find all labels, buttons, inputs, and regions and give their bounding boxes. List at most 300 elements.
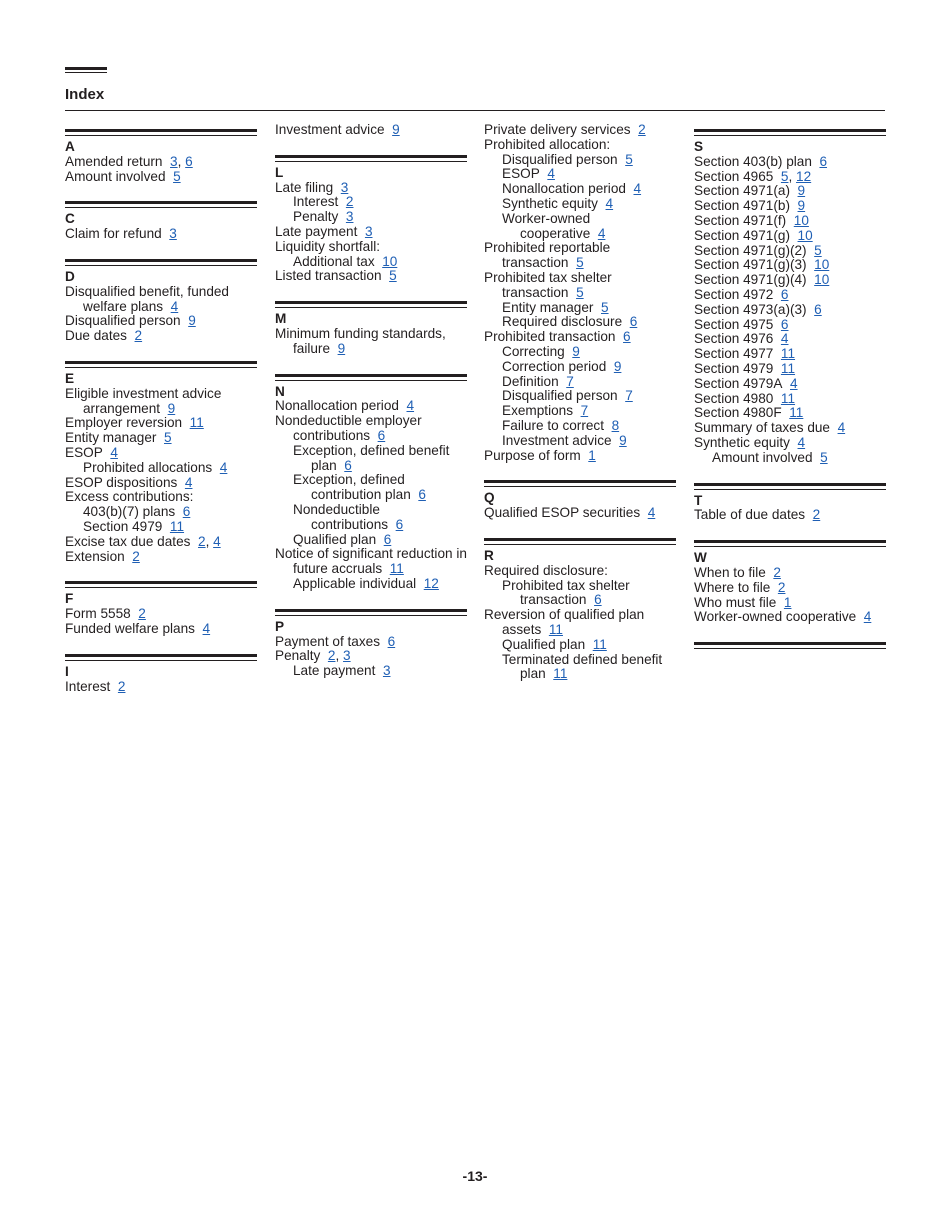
index-entry	[484, 345, 676, 360]
page-link[interactable]: 4	[213, 533, 221, 549]
index-entry: Section 4965 5, 12	[694, 168, 812, 184]
section-rule	[65, 361, 257, 368]
page-link[interactable]: 7	[580, 403, 589, 419]
page-link[interactable]: 6	[387, 633, 396, 649]
section-letter: L	[275, 164, 284, 180]
page-link[interactable]: 6	[182, 504, 191, 520]
entry-term: Synthetic equity	[694, 434, 790, 450]
page-link[interactable]: 4	[184, 474, 193, 490]
entry-term: Extension	[65, 548, 125, 564]
index-entry	[694, 214, 886, 229]
title-rule	[65, 110, 885, 111]
page-link[interactable]: 2	[198, 533, 206, 549]
entry-term: Payment of taxes	[275, 633, 381, 649]
index-entry	[65, 622, 257, 637]
entry-term: Interest	[65, 678, 111, 694]
index-entry	[484, 375, 676, 390]
index-section	[484, 123, 676, 463]
page-link[interactable]: 6	[418, 487, 426, 503]
page-link[interactable]: 7	[625, 388, 633, 404]
index-section	[65, 361, 257, 564]
index-section	[275, 155, 467, 284]
page-link[interactable]: 6	[814, 301, 822, 317]
index-entry	[484, 123, 676, 138]
page-link[interactable]: 5	[576, 255, 584, 271]
index-entry	[694, 596, 886, 611]
index-entry	[694, 229, 886, 244]
entry-term: Section 4971(a)	[694, 183, 790, 199]
page-link[interactable]: 11	[780, 346, 796, 362]
title-bar-rule	[65, 67, 107, 73]
entry-term: Prohibited tax shelter transaction	[484, 269, 612, 300]
entry-term: Qualified plan	[502, 636, 586, 652]
index-entry	[65, 329, 257, 344]
entry-term: Section 4971(g)(3)	[694, 257, 807, 273]
page-link[interactable]: 11	[553, 666, 568, 682]
section-rule	[275, 301, 467, 308]
index-section	[694, 129, 886, 466]
entry-term: Disqualified person	[502, 151, 618, 167]
index-entry	[65, 416, 257, 431]
entry-term: Table of due dates	[694, 507, 806, 523]
page-link[interactable]: 11	[389, 561, 404, 577]
index-entry	[694, 318, 886, 333]
index-entry	[484, 449, 676, 464]
index-entry	[65, 431, 257, 446]
section-letter: R	[484, 547, 494, 563]
section-letter: P	[275, 618, 285, 634]
index-entry: Amended return 3, 6	[65, 153, 193, 169]
index-section	[275, 609, 467, 679]
page-link[interactable]: 3	[364, 223, 373, 239]
entry-term: Required disclosure:	[484, 562, 608, 578]
page-link[interactable]: 6	[780, 316, 789, 332]
entry-term: Required disclosure	[502, 314, 623, 330]
entry-term: Claim for refund	[65, 226, 162, 242]
index-section	[484, 538, 676, 682]
entry-term: Worker-owned cooperative	[502, 210, 591, 241]
section-rule	[65, 201, 257, 208]
section-letter: W	[694, 550, 707, 566]
page-link[interactable]: 10	[382, 253, 398, 269]
page-link[interactable]: 6	[395, 516, 404, 532]
entry-term: Prohibited tax shelter transaction	[502, 577, 630, 608]
section-letter: D	[65, 268, 75, 284]
page-link[interactable]: 2	[812, 507, 821, 523]
index-entry	[694, 199, 886, 214]
section-letter: T	[694, 492, 703, 508]
entry-term: When to file	[694, 564, 766, 580]
index-entry	[65, 490, 257, 505]
section-letter: S	[694, 139, 704, 154]
entry-term: Penalty	[275, 648, 321, 664]
index-entry	[65, 505, 257, 520]
index-entry	[484, 608, 676, 638]
entry-term: Disqualified person	[65, 313, 181, 329]
page-link[interactable]: 11	[169, 518, 185, 534]
entry-term: Summary of taxes due	[694, 420, 830, 436]
index-entry	[65, 227, 257, 242]
section-letter: N	[275, 383, 285, 399]
page-link[interactable]: 10	[814, 272, 830, 288]
page-link[interactable]: 2	[327, 648, 336, 664]
index-entry	[484, 506, 676, 521]
index-entry	[65, 446, 257, 461]
index-entry	[484, 315, 676, 330]
section-rule	[275, 155, 467, 162]
entry-term: Section 403(b) plan	[694, 153, 812, 169]
entry-term: Worker-owned cooperative	[694, 609, 857, 625]
entry-term: Entity manager	[502, 299, 594, 315]
entry-term: Section 4971(f)	[694, 212, 787, 228]
index-entry	[275, 414, 467, 444]
index-entry	[694, 581, 886, 596]
index-entry	[484, 638, 676, 653]
page-link[interactable]: 2	[638, 122, 646, 137]
index-section	[275, 374, 467, 592]
entry-term: Employer reversion	[65, 415, 183, 431]
index-entry	[275, 255, 467, 270]
page-link[interactable]: 6	[623, 329, 631, 345]
entry-term: Section 4973(a)(3)	[694, 301, 807, 317]
index-entry	[275, 123, 467, 138]
section-rule	[65, 259, 257, 266]
index-entry	[484, 579, 676, 609]
entry-term: Section 4971(b)	[694, 198, 790, 214]
index-entry	[275, 444, 467, 474]
section-rule	[484, 480, 676, 487]
entry-term: Correction period	[502, 358, 607, 374]
page-link[interactable]: 4	[780, 331, 789, 347]
entry-term: Exemptions	[502, 403, 574, 419]
entry-term: Disqualified benefit, funded welfare plans	[65, 283, 229, 314]
page-link[interactable]: 4	[837, 420, 846, 436]
entry-term: ESOP dispositions	[65, 474, 178, 490]
page-link[interactable]: 6	[185, 153, 193, 169]
index-entry	[484, 389, 676, 404]
index-entry	[694, 184, 886, 199]
index-entry	[65, 607, 257, 622]
page-link[interactable]: 2	[117, 678, 126, 694]
page-link[interactable]: 11	[548, 621, 563, 637]
entry-term: Section 4979A	[694, 375, 783, 391]
index-entry	[275, 577, 467, 592]
entry-term: Where to file	[694, 579, 771, 595]
section-letter: E	[65, 370, 75, 386]
index-entry	[484, 653, 676, 683]
index-entry	[694, 288, 886, 303]
index-entry	[694, 392, 886, 407]
page-link[interactable]: 4	[406, 398, 415, 414]
entry-term: Nondeductible contributions	[293, 501, 389, 532]
page-link[interactable]: 6	[629, 314, 638, 330]
page-link[interactable]: 5	[389, 268, 397, 284]
entry-term: Correcting	[502, 343, 565, 359]
page-link[interactable]: 4	[597, 225, 606, 241]
index-entry	[694, 347, 886, 362]
index-entry	[275, 547, 467, 577]
page-link[interactable]: 10	[793, 212, 809, 228]
entry-term: Terminated defined benefit plan	[502, 651, 663, 682]
page-link[interactable]: 6	[377, 427, 386, 443]
page-link[interactable]: 1	[783, 594, 792, 610]
entry-term: Section 4965	[694, 168, 774, 184]
index-section	[65, 581, 257, 636]
page-link[interactable]: 6	[780, 286, 789, 302]
section-letter: F	[65, 591, 74, 607]
page-link[interactable]: 9	[392, 122, 400, 137]
page-link[interactable]: 5	[576, 284, 584, 300]
index-entry	[275, 533, 467, 548]
page-link[interactable]: 5	[601, 299, 609, 315]
page-link[interactable]: 2	[138, 606, 146, 622]
index-entry	[275, 225, 467, 240]
index-entry	[694, 155, 886, 170]
page-link[interactable]: 4	[863, 609, 872, 625]
section-rule	[275, 374, 467, 381]
index-section	[484, 480, 676, 521]
page-link[interactable]: 2	[777, 579, 786, 595]
entry-term: Nonallocation period	[502, 181, 626, 197]
page-link[interactable]: 9	[797, 183, 806, 199]
entry-term: 403(b)(7) plans	[83, 504, 176, 520]
entry-term: Section 4971(g)	[694, 227, 790, 243]
page-link[interactable]: 11	[780, 360, 796, 376]
section-rule	[484, 538, 676, 545]
index-entry	[484, 197, 676, 212]
index-entry	[275, 503, 467, 533]
entry-term: Due dates	[65, 328, 127, 344]
entry-term: Definition	[502, 373, 559, 389]
page-link[interactable]: 4	[110, 444, 118, 460]
page-link[interactable]: 11	[789, 405, 804, 421]
page-link[interactable]: 11	[592, 636, 607, 652]
page-link[interactable]: 12	[423, 575, 439, 591]
page-link[interactable]: 5	[780, 168, 789, 184]
entry-term: Private delivery services	[484, 122, 631, 137]
index-entry	[65, 387, 257, 417]
index-entry	[484, 404, 676, 419]
section-letter: M	[275, 311, 287, 327]
entry-term: Excise tax due dates	[65, 533, 191, 549]
index-entry	[65, 461, 257, 476]
page-link[interactable]: 9	[613, 358, 622, 374]
page-link[interactable]: 10	[797, 227, 813, 243]
page-link[interactable]: 5	[625, 151, 633, 167]
page-link[interactable]: 2	[773, 564, 781, 580]
index-entry	[275, 240, 467, 255]
entry-term: Prohibited allocation:	[484, 136, 611, 152]
index-entry	[694, 273, 886, 288]
index-entry	[484, 212, 676, 242]
page-link[interactable]: 7	[566, 373, 574, 389]
entry-term: Section 4972	[694, 286, 774, 302]
entry-term: Section 4976	[694, 331, 774, 347]
page-link[interactable]: 9	[337, 340, 346, 356]
page-link[interactable]: 2	[132, 548, 140, 564]
index-entry	[694, 451, 886, 466]
index-entry	[484, 360, 676, 375]
index-entry	[694, 406, 886, 421]
index-entry	[275, 635, 467, 650]
page-link[interactable]: 12	[796, 168, 812, 184]
index-entry	[275, 195, 467, 210]
page-link[interactable]: 4	[797, 434, 806, 450]
page-link[interactable]: 4	[219, 459, 228, 475]
entry-term: Section 4971(g)(2)	[694, 242, 807, 258]
page-link[interactable]: 4	[790, 375, 798, 391]
page-link[interactable]: 4	[633, 181, 642, 197]
index-entry	[275, 399, 467, 414]
entry-term: Disqualified person	[502, 388, 618, 404]
page-link[interactable]: 11	[189, 415, 204, 431]
index-entry	[484, 153, 676, 168]
page-link[interactable]: 9	[797, 198, 806, 214]
entry-term: Minimum funding standards, failure	[275, 325, 446, 356]
page-link[interactable]: 5	[820, 449, 828, 465]
page-link[interactable]: 6	[344, 457, 352, 473]
entry-term: Nondeductible employer contributions	[275, 413, 422, 443]
index-entry	[275, 473, 467, 503]
page-link[interactable]: 11	[780, 390, 796, 406]
index-entry	[694, 362, 886, 377]
index-section	[694, 483, 886, 524]
index-entry	[484, 330, 676, 345]
index-column-4	[694, 123, 886, 649]
entry-term: ESOP	[502, 166, 540, 182]
index-column-3	[484, 123, 676, 682]
index-entry	[484, 241, 676, 271]
section-rule	[694, 540, 886, 547]
entry-term: Investment advice	[502, 432, 612, 448]
index-entry: Penalty 2, 3	[275, 648, 351, 664]
entry-term: Section 4979	[694, 360, 774, 376]
page-link[interactable]: 1	[588, 447, 596, 463]
page-link[interactable]: 5	[814, 242, 822, 258]
entry-term: Section 4971(g)(4)	[694, 272, 807, 288]
entry-term: Late filing	[275, 179, 334, 195]
index-entry	[694, 566, 886, 581]
page-link[interactable]: 4	[605, 195, 614, 211]
entry-term: Amount involved	[65, 168, 166, 184]
page-link[interactable]: 9	[188, 313, 196, 329]
section-letter: A	[65, 139, 75, 154]
index-column-1	[65, 123, 257, 694]
index-entry	[694, 610, 886, 625]
page-link[interactable]: 4	[170, 298, 179, 314]
entry-term: Failure to correct	[502, 417, 604, 433]
entry-term: Nonallocation period	[275, 398, 399, 414]
page-link[interactable]: 3	[382, 663, 391, 679]
page-link[interactable]: 3	[343, 648, 351, 664]
entry-term: Section 4979	[83, 518, 163, 534]
page-link[interactable]: 3	[345, 209, 354, 225]
entry-term: Notice of significant reduction in future accruals	[275, 546, 467, 577]
page-link[interactable]: 3	[170, 153, 178, 169]
index-entry	[65, 520, 257, 535]
page-link[interactable]: 4	[202, 620, 211, 636]
entry-term: Section 4977	[694, 346, 774, 362]
entry-term: Section 4980	[694, 390, 774, 406]
entry-term: Penalty	[293, 209, 339, 225]
index-entry	[694, 436, 886, 451]
index-section	[275, 301, 467, 356]
entry-term: Prohibited reportable transaction	[484, 240, 611, 271]
index-entry	[694, 244, 886, 259]
entry-term: Entity manager	[65, 430, 157, 446]
section-rule	[694, 129, 886, 136]
entry-term: Excess contributions:	[65, 489, 194, 505]
index-section	[65, 259, 257, 344]
entry-term: Additional tax	[293, 253, 375, 269]
entry-term: Investment advice	[275, 122, 385, 137]
index-section	[275, 123, 467, 138]
page-link[interactable]: 10	[814, 257, 830, 273]
index-section	[65, 129, 257, 184]
entry-term: Funded welfare plans	[65, 620, 195, 636]
page-link[interactable]: 9	[619, 432, 627, 448]
entry-term: Applicable individual	[293, 575, 417, 591]
entry-term: Amended return	[65, 153, 163, 169]
entry-term: Listed transaction	[275, 268, 382, 284]
index-entry	[484, 434, 676, 449]
page-link[interactable]: 2	[345, 194, 354, 210]
entry-term: Purpose of form	[484, 447, 581, 463]
index-entry	[694, 303, 886, 318]
page-link[interactable]: 2	[134, 328, 143, 344]
index-section	[65, 201, 257, 242]
page-link[interactable]: 4	[547, 166, 555, 182]
entry-term: Prohibited transaction	[484, 329, 616, 345]
page-link[interactable]: 5	[164, 430, 172, 446]
index-entry	[484, 419, 676, 434]
page-link[interactable]: 8	[611, 417, 620, 433]
page-link[interactable]: 9	[572, 343, 580, 359]
entry-term: Amount involved	[712, 449, 813, 465]
page-link[interactable]: 3	[340, 179, 349, 195]
index-entry	[694, 258, 886, 273]
entry-term: Exception, defined benefit plan	[293, 442, 450, 473]
page-link[interactable]: 3	[169, 226, 177, 242]
entry-term: Qualified plan	[293, 531, 377, 547]
page-link[interactable]: 6	[594, 592, 602, 608]
section-letter: C	[65, 211, 75, 227]
entry-term: Section 4980F	[694, 405, 782, 421]
entry-term: Late payment	[293, 663, 376, 679]
index-entry	[65, 550, 257, 565]
index-entry	[694, 421, 886, 436]
page-link[interactable]: 5	[173, 168, 181, 184]
page-title: Index	[65, 86, 105, 103]
page-link[interactable]: 6	[819, 153, 828, 169]
index-entry	[275, 210, 467, 225]
index-section	[694, 540, 886, 649]
page-link[interactable]: 4	[647, 505, 656, 521]
index-entry	[484, 182, 676, 197]
index-entry	[694, 508, 886, 523]
entry-term: Exception, defined contribution plan	[293, 472, 411, 503]
page-link[interactable]: 9	[167, 400, 176, 416]
entry-term: Prohibited allocations	[83, 459, 213, 475]
index-entry: Excise tax due dates 2, 4	[65, 533, 221, 549]
entry-term: Who must file	[694, 594, 777, 610]
entry-term: Late payment	[275, 223, 358, 239]
index-column-2	[275, 123, 467, 679]
index-entry	[65, 476, 257, 491]
index-entry	[275, 181, 467, 196]
page-link[interactable]: 6	[383, 531, 392, 547]
entry-term: Form 5558	[65, 606, 131, 622]
